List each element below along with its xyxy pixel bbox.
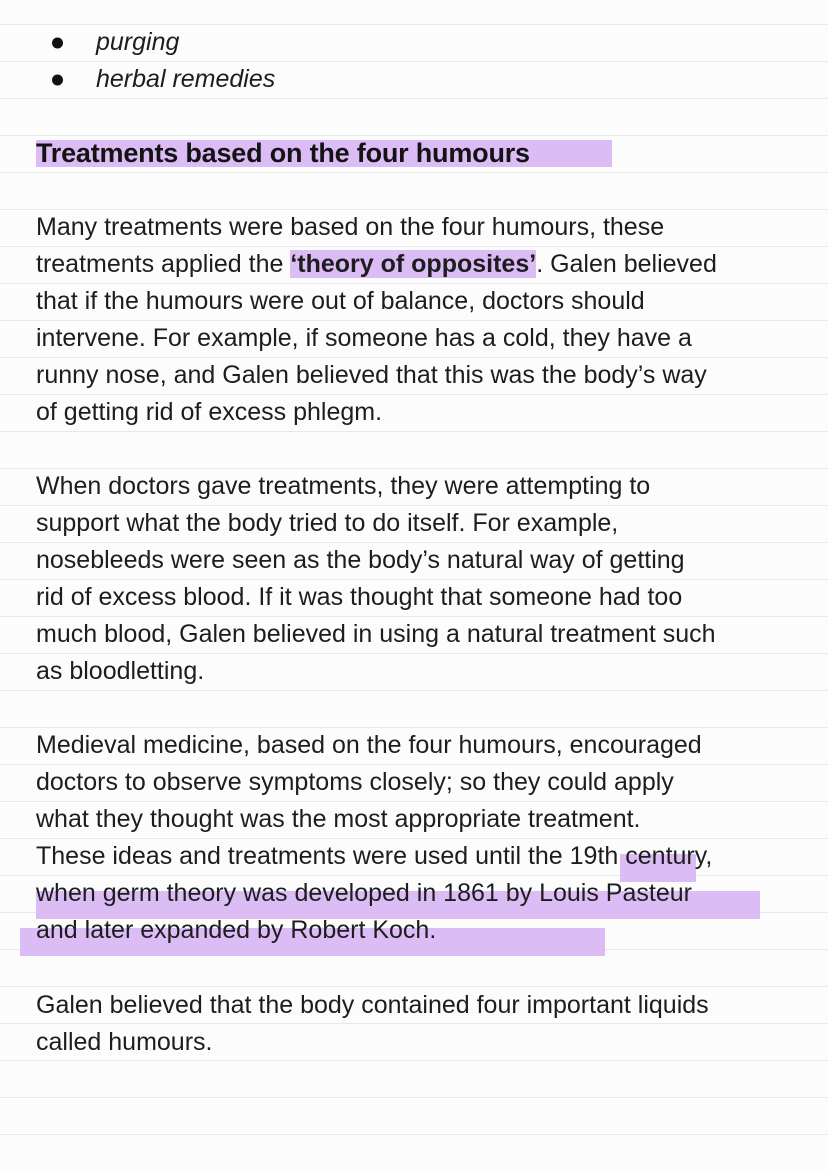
inline-highlight-robert-koch: and later expanded by Robert Koch. — [36, 916, 437, 944]
bullet-dot-icon — [52, 37, 63, 48]
text-line — [36, 987, 828, 1024]
text-line — [36, 394, 828, 431]
text-line — [36, 1024, 828, 1061]
list-item — [0, 61, 828, 98]
text-line — [36, 727, 828, 764]
text-line — [36, 912, 828, 949]
text-line — [36, 468, 828, 505]
line-text: what they thought was the most appropriate treatment. — [36, 805, 641, 833]
bullet-dot-icon — [52, 74, 63, 85]
text-line — [36, 357, 828, 394]
line-text: as bloodletting. — [36, 657, 205, 685]
bullet-list — [0, 24, 828, 98]
list-item-label: purging — [96, 28, 180, 56]
inline-highlight-19th-century: 19th century — [569, 842, 706, 870]
text-line — [36, 209, 828, 246]
line-text: of getting rid of excess phlegm. — [36, 398, 383, 426]
text-line — [36, 246, 828, 283]
line-text: support what the body tried to do itself. For example, — [36, 509, 619, 537]
text-line — [36, 764, 828, 801]
page-title — [0, 135, 828, 172]
line-text: doctors to observe symptoms closely; so they could apply — [36, 768, 674, 796]
list-item — [0, 24, 828, 61]
line-text: When doctors gave treatments, they were attempting to — [36, 472, 651, 500]
inline-highlight-theory-of-opposites: ‘theory of opposites’ — [290, 250, 537, 278]
text-line — [36, 653, 828, 690]
page-title-text: Treatments based on the four humours — [36, 138, 530, 168]
line-text: Many treatments were based on the four humours, these — [36, 213, 665, 241]
line-text: rid of excess blood. If it was thought that someone had too — [36, 583, 683, 611]
paragraph-support — [0, 468, 828, 690]
line-text: , — [705, 842, 713, 870]
text-line — [36, 505, 828, 542]
line-text: much blood, Galen believed in using a natural treatment such — [36, 620, 716, 648]
text-line — [36, 838, 828, 875]
list-item-label: herbal remedies — [96, 65, 276, 93]
line-text: Galen believed that the body contained four important liquids — [36, 991, 709, 1019]
line-text: called humours. — [36, 1028, 213, 1056]
line-text: intervene. For example, if someone has a cold, they have a — [36, 324, 692, 352]
paragraph-humours — [0, 987, 828, 1061]
inline-highlight-germ-theory: when germ theory was developed in 1861 by Louis Pasteur — [36, 879, 692, 907]
line-text: treatments applied the — [36, 250, 291, 278]
line-text: that if the humours were out of balance, doctors should — [36, 287, 645, 315]
text-line — [36, 283, 828, 320]
text-line — [36, 579, 828, 616]
paragraph-medieval — [0, 727, 828, 949]
paragraph-opposites — [0, 209, 828, 431]
text-line — [36, 801, 828, 838]
line-text: runny nose, and Galen believed that this was the body’s way — [36, 361, 707, 389]
text-line — [36, 320, 828, 357]
line-text: . Galen believed — [536, 250, 717, 278]
line-text: nosebleeds were seen as the body’s natural way of getting — [36, 546, 685, 574]
line-text: These ideas and treatments were used until the — [36, 842, 570, 870]
text-line — [36, 542, 828, 579]
text-line — [36, 616, 828, 653]
text-line — [36, 875, 828, 912]
line-text: Medieval medicine, based on the four humours, encouraged — [36, 731, 702, 759]
